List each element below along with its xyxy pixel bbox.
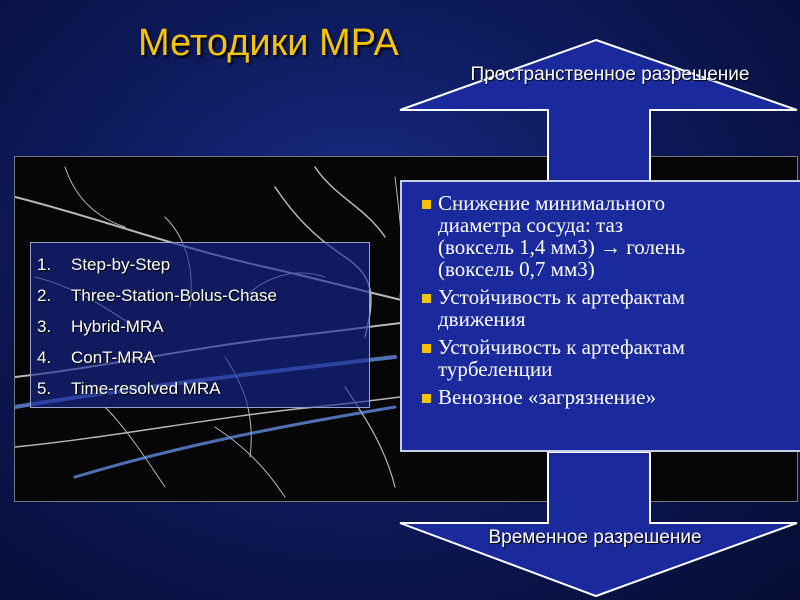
square-bullet-icon bbox=[422, 200, 431, 209]
square-bullet-icon bbox=[422, 394, 431, 403]
list-item: Устойчивость к артефактам движения bbox=[402, 286, 800, 330]
list-item: 5. Time-resolved MRA bbox=[37, 379, 221, 398]
list-item: 3. Hybrid-MRA bbox=[37, 317, 164, 336]
list-item: 2. Three-Station-Bolus-Chase bbox=[37, 286, 277, 305]
list-item: Снижение минимального диаметра сосуда: таз (воксель 1,4 мм3) → голень (воксель 0,7 мм3) bbox=[402, 192, 800, 280]
list-item: 4. ConT-MRA bbox=[37, 348, 156, 367]
square-bullet-icon bbox=[422, 344, 431, 353]
slide-title: Методики МРА bbox=[138, 22, 399, 64]
square-bullet-icon bbox=[422, 294, 431, 303]
arrow-top-label: Пространственное разрешение bbox=[470, 64, 750, 85]
list-item: Венозное «загрязнение» bbox=[402, 386, 800, 408]
arrow-bottom-label: Временное разрешение bbox=[488, 527, 702, 548]
properties-list bbox=[402, 182, 800, 408]
list-item: 1. Step-by-Step bbox=[37, 255, 171, 274]
list-item: Устойчивость к артефактам турбеленции bbox=[402, 336, 800, 380]
properties-panel bbox=[400, 180, 800, 452]
